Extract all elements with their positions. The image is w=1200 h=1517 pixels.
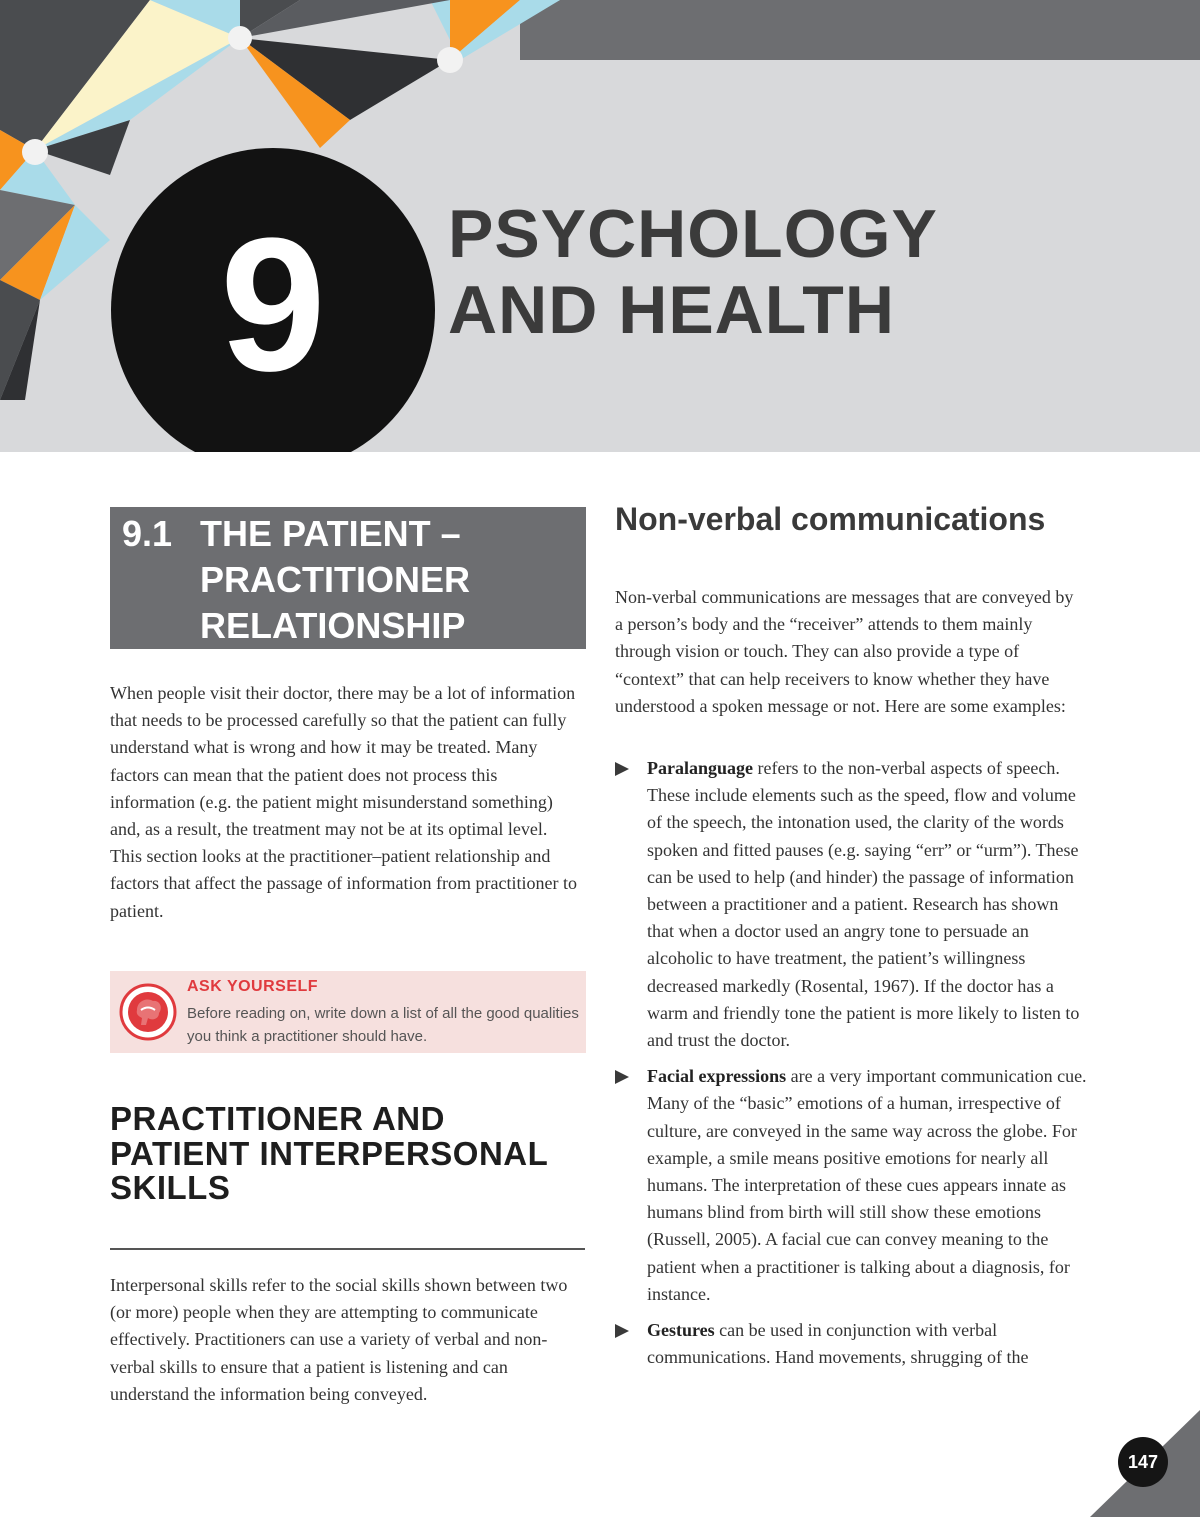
triangle-bullet-icon — [615, 1324, 629, 1338]
interpersonal-heading: PRACTITIONER AND PATIENT INTERPERSONAL SKILLS — [110, 1100, 548, 1206]
nonverbal-intro-paragraph: Non-verbal communications are messages that are conveyed by a person’s body and the “receiver” attends to them mainly through vision or touch. They can also provide a type of “context” that can help receivers to know whether they have understood a spoken message or not. Here are some examples: — [615, 587, 1074, 716]
list-item — [612, 1063, 1087, 1308]
list-item — [612, 755, 1087, 1054]
chapter-title-line1: PSYCHOLOGY — [448, 196, 938, 272]
section-title-line1: THE PATIENT – — [200, 513, 461, 554]
ask-yourself-box — [110, 971, 586, 1053]
chapter-number: 9 — [220, 199, 326, 411]
bullet-text: are a very important communication cue. Many of the “basic” emotions of a human, irrespective of culture, are conveyed in the same way across the globe. For example, a smile means positive emotions for nearly all humans. The interpretation of these cues appears innate as humans blind from birth will still show these emotions (Russell, 2005). A facial cue can convey meaning to the patient when a practitioner is talking about a diagnosis, for instance. — [647, 1066, 1087, 1304]
section-intro-paragraph: When people visit their doctor, there may be a lot of information that needs to be processed carefully so that the patient can fully understand what is wrong and how it may be treated. Many factors can mean that the patient does not process this information (e.g. the patient might misunderstand something) and, as a result, the treatment may not be at its optimal level. This section looks at the practitioner–patient relationship and factors that affect the passage of information from practitioner to patient. — [110, 683, 577, 921]
section-heading-box — [110, 507, 586, 649]
bullet-term: Gestures — [647, 1320, 715, 1341]
triangle-bullet-icon — [615, 762, 629, 776]
chapter-number-badge — [111, 148, 435, 452]
section-title-line2: PRACTITIONER — [200, 559, 470, 600]
bullet-text: refers to the non-verbal aspects of speech. These include elements such as the speed, flow and volume of the speech, the intonation used, the clarity of the words spoken and fitted pauses (e.g. saying “err” or “urm”). These can be used to help (and hinder) the passage of information between a practitioner and a patient. Research has shown that when a doctor used an angry tone to persuade an alcoholic to have treatment, the patient’s willingness decreased markedly (Rosental, 1967). If the doctor has a warm and friendly tone the patient is more likely to listen to and trust the doctor. — [647, 758, 1080, 1051]
bullet-text: can be used in conjunction with verbal communications. Hand movements, shrugging of the — [647, 1320, 1029, 1368]
heading-divider — [110, 1248, 585, 1250]
section-title-line3: RELATIONSHIP — [200, 605, 466, 646]
brain-icon — [119, 983, 177, 1041]
ask-yourself-title: ASK YOURSELF — [187, 978, 319, 995]
nonverbal-bullet-list — [612, 755, 1087, 1380]
bullet-term: Paralanguage — [647, 758, 753, 778]
triangle-bullet-icon — [615, 1070, 629, 1084]
bullet-term: Facial expressions — [647, 1066, 787, 1087]
chapter-title-line2: AND HEALTH — [448, 272, 895, 348]
interpersonal-paragraph: Interpersonal skills refer to the social skills shown between two (or more) people when they are attempting to communicate effectively. Practitioners can use a variety of verbal and non-verbal skills to ensure that a patient is listening and can understand the information being conveyed. — [110, 1275, 568, 1404]
chapter-title — [448, 196, 938, 348]
list-item — [612, 1317, 1087, 1371]
section-number: 9.1 — [122, 513, 173, 554]
ask-yourself-text: Before reading on, write down a list of all the good qualities you think a practitioner should have. — [187, 1005, 579, 1045]
nonverbal-heading: Non-verbal communications — [615, 501, 1046, 537]
page-number: 147 — [1118, 1437, 1168, 1487]
chapter-banner — [0, 0, 1200, 452]
